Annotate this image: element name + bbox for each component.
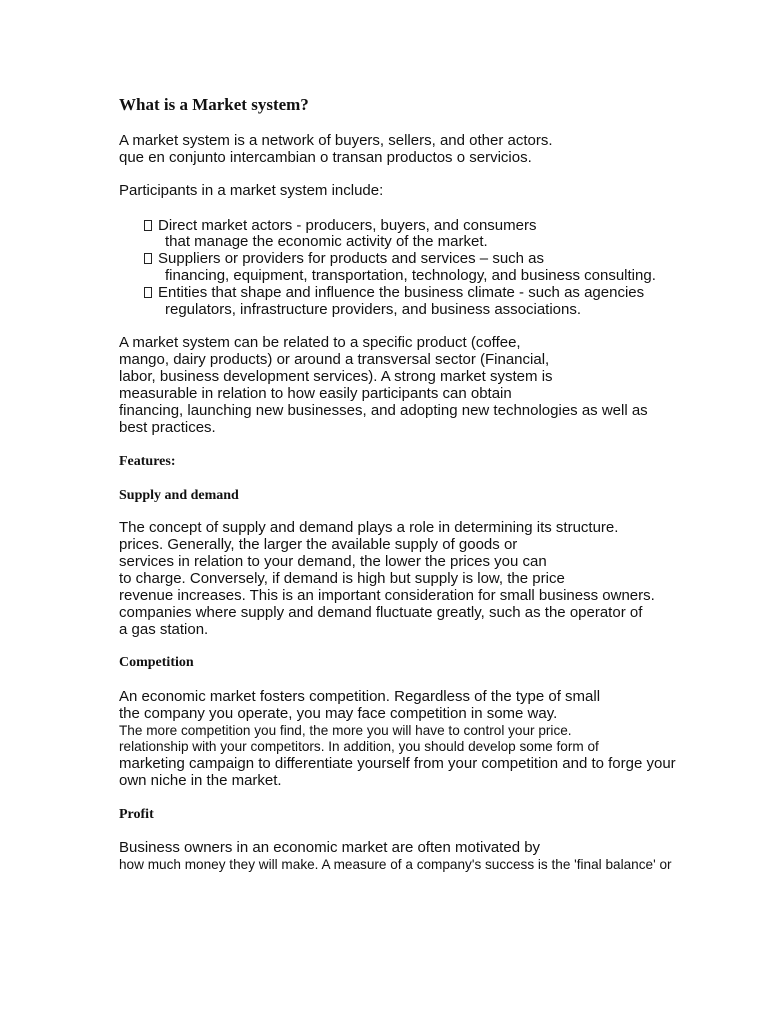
bullet-continuation: that manage the economic activity of the market. [165,233,488,250]
body-line: how much money they will make. A measure of a company's success is the 'final balance' or [119,857,672,872]
body-line: An economic market fosters competition. Regardless of the type of small [119,688,601,705]
bullet-item [142,217,536,234]
bullet-text: Suppliers or providers for products and services – such as [158,250,545,267]
body-line: the company you operate, you may face competition in some way. [119,705,558,722]
body-line: relationship with your competitors. In addition, you should develop some form of [119,739,599,754]
body-line: mango, dairy products) or around a transversal sector (Financial, [119,351,550,368]
body-line: marketing campaign to differentiate yourself from your competition and to forge your [119,755,676,772]
body-line: own niche in the market. [119,772,282,789]
bullet-continuation: regulators, infrastructure providers, and business associations. [165,301,582,318]
competition-heading: Competition [119,655,194,670]
body-line: prices. Generally, the larger the available supply of goods or [119,536,518,553]
bullet-text: Entities that shape and influence the business climate - such as agencies [158,284,645,301]
body-line: The more competition you find, the more you will have to control your price. [119,723,572,738]
bullet-text: Direct market actors - producers, buyers, and consumers [158,217,537,234]
bullet-box-icon [144,287,152,298]
body-line: financing, launching new businesses, and adopting new technologies as well as [119,402,648,419]
supply-heading: Supply and demand [119,488,239,503]
page-title: What is a Market system? [119,95,309,114]
body-line: a gas station. [119,621,209,638]
body-line: Business owners in an economic market are often motivated by [119,839,541,856]
intro-line: A market system is a network of buyers, sellers, and other actors. [119,132,553,149]
body-line: services in relation to your demand, the lower the prices you can [119,553,547,570]
body-line: measurable in relation to how easily participants can obtain [119,385,512,402]
body-line: best practices. [119,419,216,436]
bullet-continuation: financing, equipment, transportation, technology, and business consulting. [165,267,656,284]
body-line: A market system can be related to a specific product (coffee, [119,334,521,351]
participants-heading: Participants in a market system include: [119,182,384,199]
body-line: The concept of supply and demand plays a role in determining its structure. [119,519,619,536]
features-heading: Features: [119,454,176,469]
bullet-box-icon [144,253,152,264]
body-line: labor, business development services). A strong market system is [119,368,553,385]
profit-heading: Profit [119,807,154,822]
bullet-item [142,250,544,267]
body-line: revenue increases. This is an important consideration for small business owners. [119,587,655,604]
bullet-item [142,284,644,301]
body-line: companies where supply and demand fluctuate greatly, such as the operator of [119,604,643,621]
intro-line: que en conjunto intercambian o transan productos o servicios. [119,149,532,166]
body-line: to charge. Conversely, if demand is high but supply is low, the price [119,570,565,587]
bullet-box-icon [144,220,152,231]
